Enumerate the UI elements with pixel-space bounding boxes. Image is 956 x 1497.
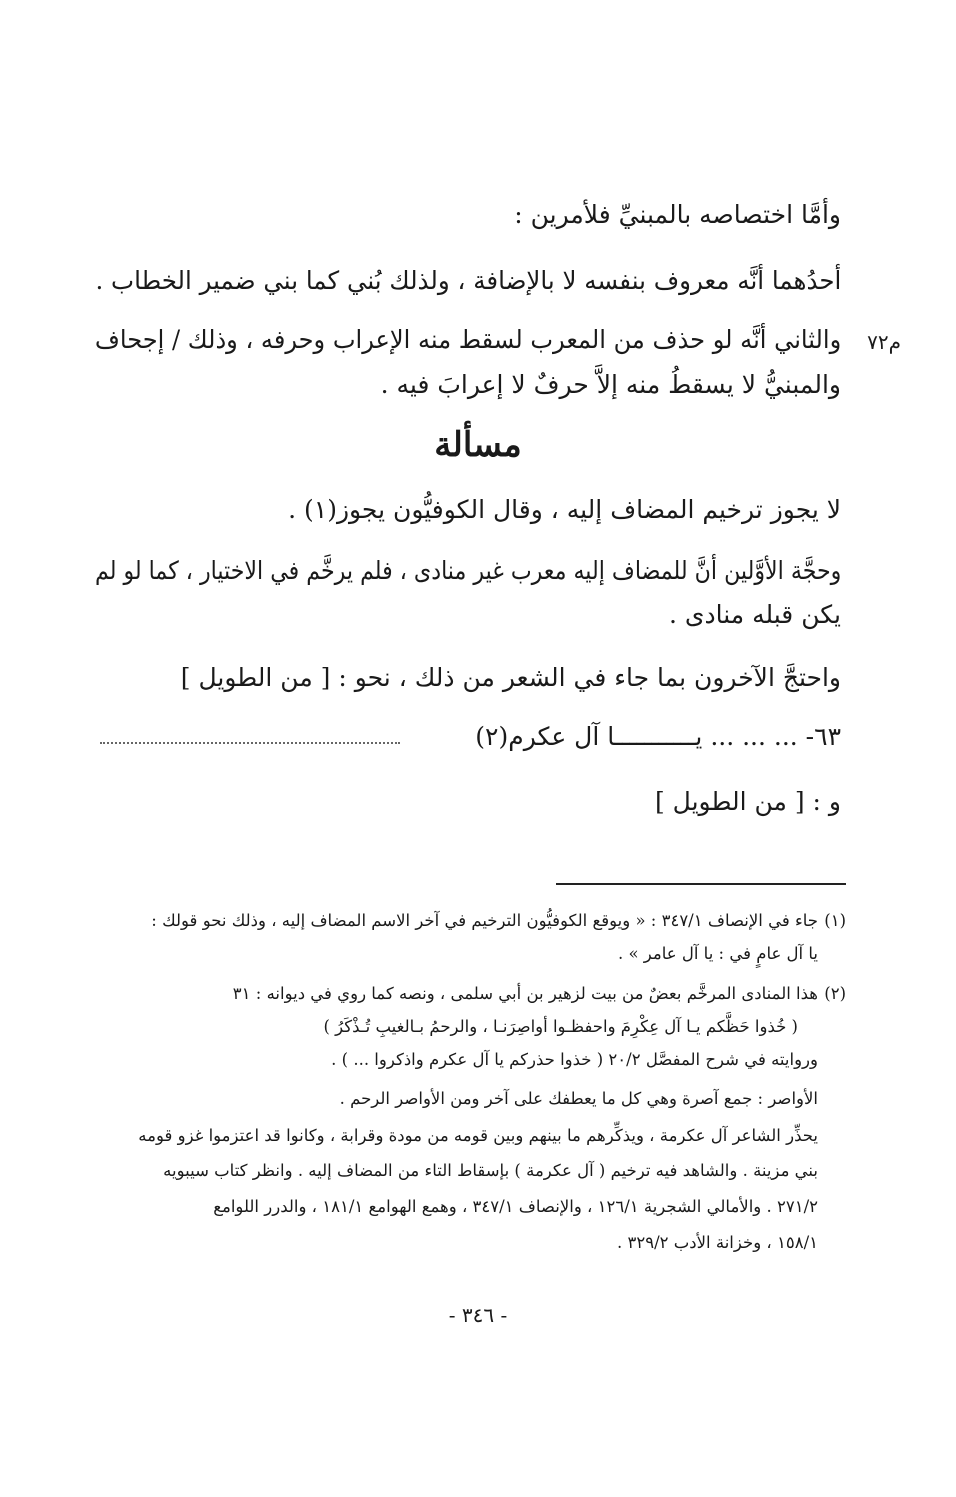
footnote-2-verse: ( خُذوا حَظَّكم يـا آل عِكْرِمَ واحفظـوا أواصِرَنـا ، والرحمُ بـالغيبِ تُـذْكَرُ ) bbox=[323, 1017, 798, 1036]
footnote-2-line-7: ٢٧١/٢ . والأمالي الشجرية ١٢٦/١ ، والإنصاف ٣٤٧/١ ، وهمع الهوامع ١٨١/١ ، والدرر اللوامع bbox=[213, 1197, 818, 1216]
footnote-1-line-1: جاء في الإنصاف ٣٤٧/١ : « ويوقع الكوفيُّون الترخيم في آخر الاسم المضاف إليه ، وذلك نحو قولك : bbox=[151, 911, 818, 930]
footnote-number-1: (١) bbox=[824, 911, 846, 930]
body-line-2: أحدُهما أنَّه معروف بنفسه لا بالإضافة ، ولذلك بُني كما بني ضمير الخطاب . bbox=[95, 266, 841, 295]
footnote-2-line-5: يحذِّر الشاعر آل عكرمة ، ويذكِّرهم ما بينهم وبين قومه من مودة وقرابة ، وكانوا قد اعتزموا غزو قومه bbox=[138, 1126, 818, 1145]
verse-dotted-line bbox=[100, 742, 400, 744]
footnote-number-2: (٢) bbox=[824, 984, 846, 1003]
footnote-2-line-8: ١٥٨/١ ، وخزانة الأدب ٣٢٩/٢ . bbox=[616, 1233, 818, 1252]
section-heading: مسألة bbox=[434, 425, 522, 465]
footnote-2-line-1: هذا المنادى المرخَّم بعضٌ من بيت لزهير بن أبي سلمى ، ونصه كما روي في ديوانه : ٣١ bbox=[232, 984, 818, 1003]
body-line-9: و : [ من الطويل ] bbox=[654, 787, 841, 816]
body-line-6: وحجَّة الأوَّلين أنَّ للمضاف إليه معرب غير منادى ، فلم يرخَّم في الاختيار ، كما لو لم bbox=[94, 556, 841, 585]
footnote-1-line-2: يا آل عامٍ في : يا آل عامر » . bbox=[617, 944, 818, 963]
body-line-5: لا يجوز ترخيم المضاف إليه ، وقال الكوفيُّون يجوز(١) . bbox=[288, 495, 841, 524]
margin-page-mark: م٧٢ bbox=[867, 330, 901, 354]
body-line-1: وأمَّا اختصاصه بالمبنيِّ فلأمرين : bbox=[514, 200, 841, 229]
footnote-separator bbox=[556, 883, 846, 885]
page-number: - ٣٤٦ - bbox=[448, 1303, 508, 1327]
footnote-2-line-4: الأواصر : جمع آصرة وهي كل ما يعطفك على آخر ومن الأواصر الرحم . bbox=[339, 1089, 818, 1108]
body-line-3: والثاني أنَّه لو حذف من المعرب لسقط منه الإعراب وحرفه ، وذلك / إجحاف bbox=[94, 325, 841, 354]
verse-63: ٦٣- ... ... ... يـــــــــــا آل عكرم(٢) bbox=[475, 722, 841, 751]
body-line-7: يكن قبله منادى . bbox=[668, 600, 841, 629]
footnote-2-line-6: بني مزينة . والشاهد فيه ترخيم ( آل عكرمة ) بإسقاط التاء من المضاف إليه . وانظر كتاب سيبويه bbox=[163, 1161, 818, 1180]
body-line-8: واحتجَّ الآخرون بما جاء في الشعر من ذلك ، نحو : [ من الطويل ] bbox=[180, 663, 841, 692]
footnote-2-line-3: وروايته في شرح المفصَّل ٢٠/٢ ( خذوا حذركم يا آل عكرم واذكروا ... ) . bbox=[331, 1050, 818, 1069]
body-line-4: والمبنيُّ لا يسقطُ منه إلاَّ حرفٌ لا إعرابَ فيه . bbox=[380, 370, 841, 399]
